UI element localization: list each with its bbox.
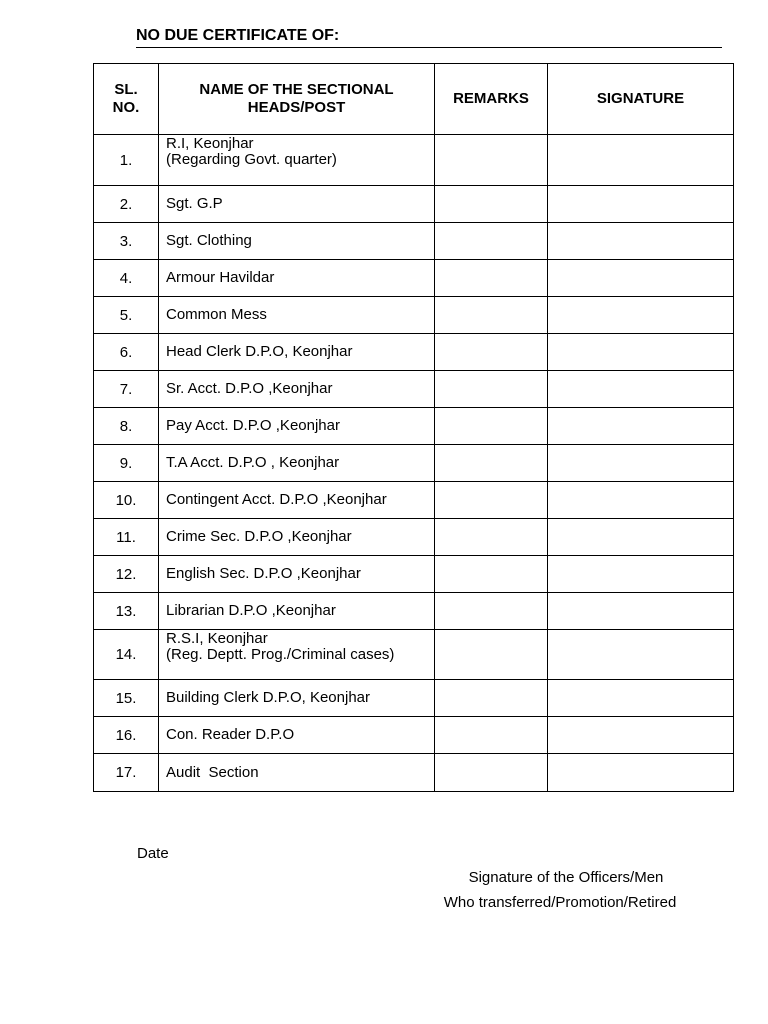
sectional-head-line1: Armour Havildar bbox=[166, 269, 275, 286]
remarks-cell bbox=[435, 717, 548, 754]
sectional-head-name bbox=[159, 593, 435, 630]
sectional-head-line1: Contingent Acct. D.P.O ,Keonjhar bbox=[166, 491, 387, 508]
signature-cell bbox=[548, 593, 734, 630]
header-name: NAME OF THE SECTIONAL HEADS/POST bbox=[159, 64, 435, 135]
sectional-head-line2: (Regarding Govt. quarter) bbox=[166, 151, 337, 168]
remarks-cell bbox=[435, 371, 548, 408]
signature-cell bbox=[548, 186, 734, 223]
signature-cell bbox=[548, 556, 734, 593]
table-row bbox=[94, 334, 734, 371]
signature-cell bbox=[548, 630, 734, 680]
serial-number: 10. bbox=[94, 482, 159, 519]
serial-number: 12. bbox=[94, 556, 159, 593]
remarks-cell bbox=[435, 186, 548, 223]
sectional-head-name bbox=[159, 482, 435, 519]
signature-cell bbox=[548, 482, 734, 519]
sectional-head-line1: Audit Section bbox=[166, 763, 259, 781]
certificate-title: NO DUE CERTIFICATE OF: bbox=[136, 27, 340, 44]
signature-cell bbox=[548, 297, 734, 334]
sectional-head-line1: Crime Sec. D.P.O ,Keonjhar bbox=[166, 528, 352, 545]
table-row bbox=[94, 556, 734, 593]
sectional-head-line1: Librarian D.P.O ,Keonjhar bbox=[166, 602, 336, 619]
sectional-head-name bbox=[159, 223, 435, 260]
sectional-head-name bbox=[159, 135, 435, 186]
no-due-table bbox=[93, 63, 734, 792]
remarks-cell bbox=[435, 135, 548, 186]
serial-number: 2. bbox=[94, 186, 159, 223]
signature-cell bbox=[548, 408, 734, 445]
sectional-head-line1: Con. Reader D.P.O bbox=[166, 726, 295, 743]
serial-number: 1. bbox=[94, 135, 159, 186]
remarks-cell bbox=[435, 680, 548, 717]
remarks-cell bbox=[435, 334, 548, 371]
remarks-cell bbox=[435, 482, 548, 519]
remarks-cell bbox=[435, 445, 548, 482]
sectional-head-line1: English Sec. D.P.O ,Keonjhar bbox=[166, 565, 361, 582]
header-sl-no: SL. NO. bbox=[94, 64, 159, 135]
sectional-head-line2: (Reg. Deptt. Prog./Criminal cases) bbox=[166, 646, 395, 663]
signature-cell bbox=[548, 519, 734, 556]
sectional-head-line1: Sgt. G.P bbox=[166, 195, 223, 212]
signature-cell bbox=[548, 334, 734, 371]
sectional-head-line1: Head Clerk D.P.O, Keonjhar bbox=[166, 343, 353, 360]
table-row bbox=[94, 754, 734, 792]
table-body bbox=[94, 135, 734, 792]
sectional-head-name bbox=[159, 519, 435, 556]
sectional-head-name bbox=[159, 717, 435, 754]
sectional-head-name bbox=[159, 371, 435, 408]
certificate-title-line bbox=[136, 26, 722, 48]
sectional-head-line1: Sr. Acct. D.P.O ,Keonjhar bbox=[166, 380, 333, 397]
serial-number: 11. bbox=[94, 519, 159, 556]
header-row bbox=[94, 64, 734, 135]
sectional-head-name bbox=[159, 680, 435, 717]
table-row bbox=[94, 482, 734, 519]
sectional-head-name bbox=[159, 556, 435, 593]
table-row bbox=[94, 593, 734, 630]
sectional-head-line1: Sgt. Clothing bbox=[166, 232, 252, 249]
signature-cell bbox=[548, 135, 734, 186]
remarks-cell bbox=[435, 297, 548, 334]
serial-number: 6. bbox=[94, 334, 159, 371]
serial-number: 3. bbox=[94, 223, 159, 260]
table-row bbox=[94, 445, 734, 482]
sectional-head-line1: R.S.I, Keonjhar bbox=[166, 630, 268, 647]
remarks-cell bbox=[435, 408, 548, 445]
remarks-cell bbox=[435, 556, 548, 593]
signature-cell bbox=[548, 717, 734, 754]
table-row bbox=[94, 519, 734, 556]
remarks-cell bbox=[435, 754, 548, 792]
signature-cell bbox=[548, 754, 734, 792]
sectional-head-name bbox=[159, 260, 435, 297]
date-label: Date bbox=[137, 845, 169, 862]
table-row bbox=[94, 680, 734, 717]
sectional-head-name bbox=[159, 186, 435, 223]
sectional-head-name bbox=[159, 445, 435, 482]
sectional-head-name bbox=[159, 297, 435, 334]
signature-cell bbox=[548, 445, 734, 482]
serial-number: 7. bbox=[94, 371, 159, 408]
serial-number: 5. bbox=[94, 297, 159, 334]
table-row bbox=[94, 630, 734, 680]
signature-cell bbox=[548, 223, 734, 260]
serial-number: 13. bbox=[94, 593, 159, 630]
header-signature: SIGNATURE bbox=[548, 64, 734, 135]
signature-cell bbox=[548, 680, 734, 717]
serial-number: 17. bbox=[94, 754, 159, 792]
serial-number: 15. bbox=[94, 680, 159, 717]
remarks-cell bbox=[435, 223, 548, 260]
sectional-head-line1: T.A Acct. D.P.O , Keonjhar bbox=[166, 454, 340, 471]
remarks-cell bbox=[435, 630, 548, 680]
signature-caption-line2: Who transferred/Promotion/Retired bbox=[443, 894, 677, 911]
remarks-cell bbox=[435, 593, 548, 630]
table-row bbox=[94, 297, 734, 334]
serial-number: 14. bbox=[94, 630, 159, 680]
sectional-head-name bbox=[159, 334, 435, 371]
table-row bbox=[94, 371, 734, 408]
table-row bbox=[94, 223, 734, 260]
header-remarks: REMARKS bbox=[435, 64, 548, 135]
table-row bbox=[94, 408, 734, 445]
sectional-head-name bbox=[159, 754, 435, 792]
remarks-cell bbox=[435, 519, 548, 556]
sectional-head-name bbox=[159, 408, 435, 445]
table-row bbox=[94, 135, 734, 186]
remarks-cell bbox=[435, 260, 548, 297]
sectional-head-line1: Pay Acct. D.P.O ,Keonjhar bbox=[166, 417, 340, 434]
serial-number: 9. bbox=[94, 445, 159, 482]
signature-caption-line1: Signature of the Officers/Men bbox=[468, 869, 664, 886]
sectional-head-line1: R.I, Keonjhar bbox=[166, 135, 254, 152]
table-row bbox=[94, 186, 734, 223]
table-row bbox=[94, 717, 734, 754]
table-row bbox=[94, 260, 734, 297]
sectional-head-name bbox=[159, 630, 435, 680]
sectional-head-line1: Common Mess bbox=[166, 306, 267, 323]
serial-number: 16. bbox=[94, 717, 159, 754]
sectional-head-line1: Building Clerk D.P.O, Keonjhar bbox=[166, 689, 370, 706]
serial-number: 8. bbox=[94, 408, 159, 445]
serial-number: 4. bbox=[94, 260, 159, 297]
signature-cell bbox=[548, 260, 734, 297]
signature-cell bbox=[548, 371, 734, 408]
